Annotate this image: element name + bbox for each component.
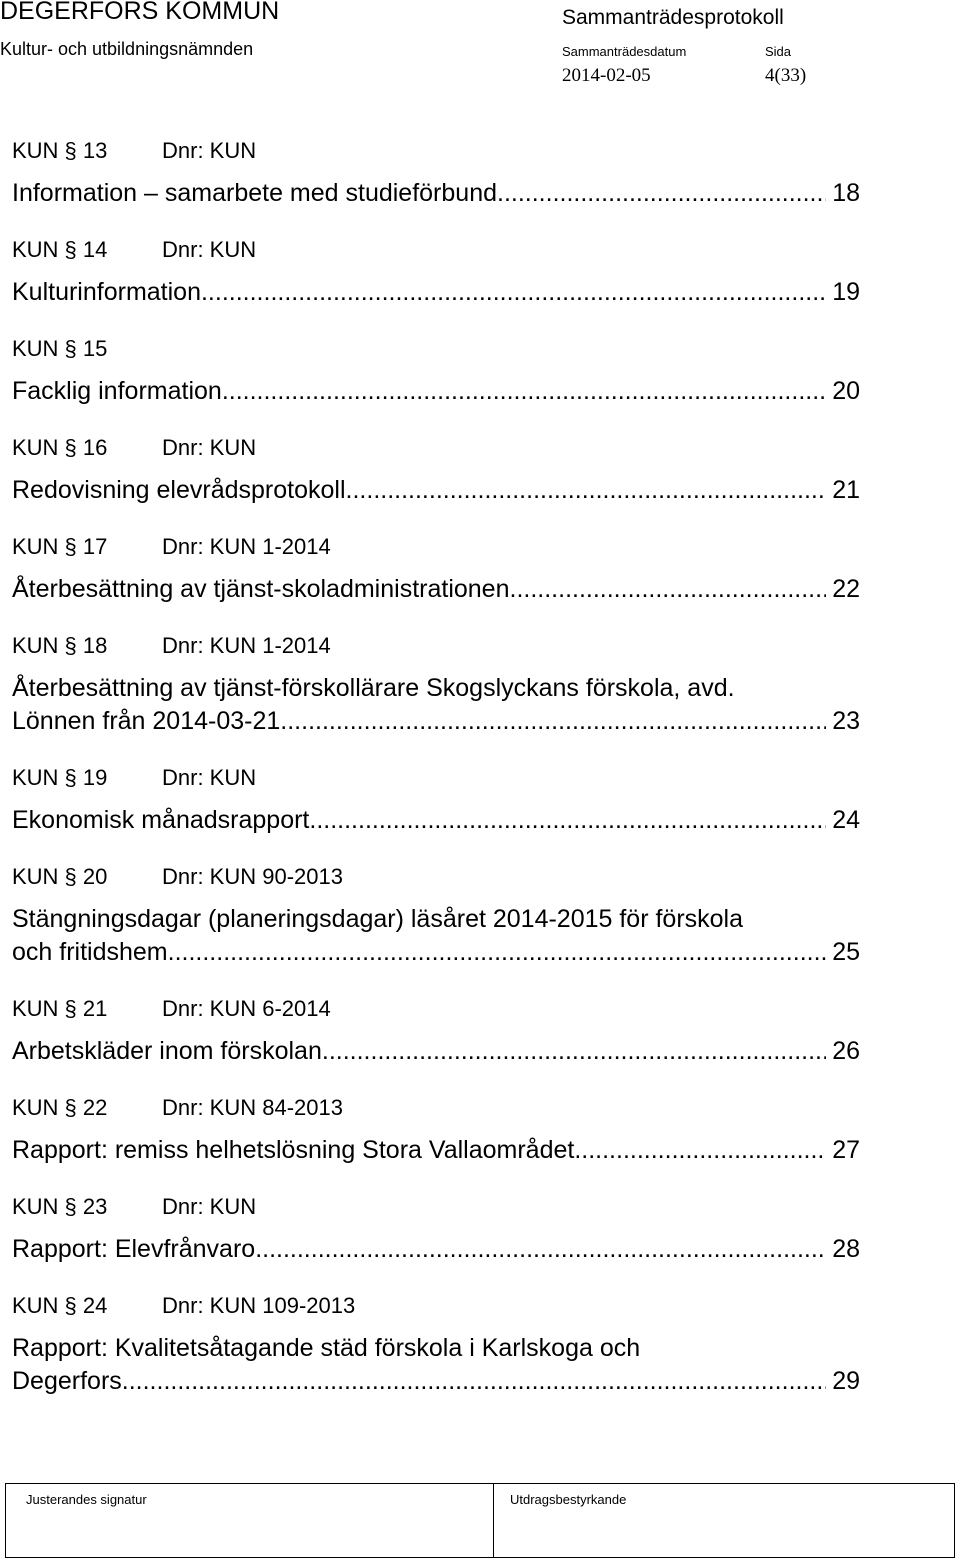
entry-title: Rapport: remiss helhetslösning Stora Vallaområdet bbox=[12, 1136, 575, 1164]
dot-leader bbox=[309, 804, 826, 837]
entry-title: Återbesättning av tjänst-förskollärare Skogslyckans förskola, avd. bbox=[12, 674, 735, 702]
dot-leader bbox=[322, 1035, 826, 1068]
entry-title: Information – samarbete med studieförbund bbox=[12, 179, 497, 207]
entry-title: Återbesättning av tjänst-skoladministrationen bbox=[12, 575, 510, 603]
dnr: Dnr: KUN 1-2014 bbox=[162, 633, 331, 658]
paragraph-number: KUN § 13 bbox=[12, 138, 108, 163]
dnr: Dnr: KUN bbox=[162, 138, 257, 163]
dot-leader bbox=[574, 1134, 826, 1167]
toc-entry[interactable] bbox=[12, 1233, 860, 1266]
paragraph-number: KUN § 24 bbox=[12, 1293, 108, 1318]
document-type: Sammanträdesprotokoll bbox=[562, 6, 784, 29]
entry-page: 25 bbox=[832, 938, 860, 966]
paragraph-number: KUN § 23 bbox=[12, 1194, 108, 1219]
paragraph-number: KUN § 17 bbox=[12, 534, 108, 559]
toc-entry[interactable] bbox=[12, 1332, 860, 1398]
entry-page: 29 bbox=[832, 1367, 860, 1395]
signature-footer bbox=[5, 1483, 955, 1558]
paragraph-number: KUN § 19 bbox=[12, 765, 108, 790]
paragraph-number: KUN § 15 bbox=[12, 336, 108, 361]
entry-page: 24 bbox=[832, 806, 860, 834]
entry-page: 18 bbox=[832, 179, 860, 207]
entry-page: 28 bbox=[832, 1235, 860, 1263]
dot-leader bbox=[122, 1365, 826, 1398]
toc-entry[interactable] bbox=[12, 804, 860, 837]
dnr: Dnr: KUN 109-2013 bbox=[162, 1293, 356, 1318]
dnr: Dnr: KUN 84-2013 bbox=[162, 1095, 343, 1120]
toc-entry-meta bbox=[12, 996, 331, 1022]
entry-title: Stängningsdagar (planeringsdagar) läsåret 2014-2015 för förskola bbox=[12, 905, 744, 933]
entry-title: Ekonomisk månadsrapport bbox=[12, 806, 310, 834]
dnr: Dnr: KUN bbox=[162, 435, 257, 460]
toc-entry[interactable] bbox=[12, 375, 860, 408]
toc-entry-meta bbox=[12, 435, 256, 461]
dot-leader bbox=[510, 573, 827, 606]
toc-entry[interactable] bbox=[12, 474, 860, 507]
dot-leader bbox=[201, 276, 826, 309]
entry-page: 20 bbox=[832, 377, 860, 405]
dnr: Dnr: KUN bbox=[162, 1194, 257, 1219]
meeting-date-label: Sammanträdesdatum bbox=[562, 44, 687, 59]
entry-title: Redovisning elevrådsprotokoll bbox=[12, 476, 346, 504]
dnr: Dnr: KUN bbox=[162, 765, 257, 790]
dot-leader bbox=[280, 705, 826, 738]
toc-entry[interactable] bbox=[12, 672, 860, 738]
entry-title: Rapport: Elevfrånvaro bbox=[12, 1235, 256, 1263]
dot-leader bbox=[222, 375, 826, 408]
page-number: 4(33) bbox=[765, 65, 807, 86]
toc-entry-meta bbox=[12, 1095, 343, 1121]
entry-title: Facklig information bbox=[12, 377, 222, 405]
page-label: Sida bbox=[765, 44, 792, 59]
toc-entry[interactable] bbox=[12, 177, 860, 210]
dnr: Dnr: KUN 1-2014 bbox=[162, 534, 331, 559]
toc-entry-meta bbox=[12, 237, 256, 263]
dot-leader bbox=[255, 1233, 826, 1266]
toc-entry-meta bbox=[12, 138, 256, 164]
entry-title-continued: Degerfors bbox=[12, 1367, 122, 1395]
dot-leader bbox=[168, 936, 827, 969]
paragraph-number: KUN § 21 bbox=[12, 996, 108, 1021]
entry-page: 23 bbox=[832, 707, 860, 735]
entry-title: Kulturinformation bbox=[12, 278, 201, 306]
dnr: Dnr: KUN 6-2014 bbox=[162, 996, 331, 1021]
paragraph-number: KUN § 16 bbox=[12, 435, 108, 460]
entry-page: 19 bbox=[832, 278, 860, 306]
entry-page: 26 bbox=[832, 1037, 860, 1065]
toc-entry[interactable] bbox=[12, 1134, 860, 1167]
toc-entry[interactable] bbox=[12, 903, 860, 969]
paragraph-number: KUN § 20 bbox=[12, 864, 108, 889]
toc-entry-meta bbox=[12, 765, 256, 791]
entry-title-continued: Lönnen från 2014-03-21 bbox=[12, 707, 281, 735]
toc-entry-meta bbox=[12, 1293, 355, 1319]
entry-page: 21 bbox=[832, 476, 860, 504]
toc-entry[interactable] bbox=[12, 573, 860, 606]
certification-label: Utdragsbestyrkande bbox=[510, 1492, 627, 1507]
toc-entry-meta bbox=[12, 534, 331, 560]
paragraph-number: KUN § 22 bbox=[12, 1095, 108, 1120]
entry-page: 27 bbox=[832, 1136, 860, 1164]
dnr: Dnr: KUN bbox=[162, 237, 257, 262]
toc-entry-meta bbox=[12, 1194, 256, 1220]
entry-page: 22 bbox=[832, 575, 860, 603]
signature-label: Justerandes signatur bbox=[26, 1492, 147, 1507]
toc-entry-meta bbox=[12, 336, 162, 362]
toc-entry[interactable] bbox=[12, 1035, 860, 1068]
paragraph-number: KUN § 14 bbox=[12, 237, 108, 262]
entry-title: Arbetskläder inom förskolan bbox=[12, 1037, 322, 1065]
dot-leader bbox=[497, 177, 826, 210]
department-name: Kultur- och utbildningsnämnden bbox=[0, 39, 254, 59]
entry-title-continued: och fritidshem bbox=[12, 938, 168, 966]
dot-leader bbox=[346, 474, 827, 507]
toc-entry-meta bbox=[12, 864, 343, 890]
toc-entry[interactable] bbox=[12, 276, 860, 309]
paragraph-number: KUN § 18 bbox=[12, 633, 108, 658]
meeting-date-value: 2014-02-05 bbox=[562, 65, 651, 86]
toc-entry-meta bbox=[12, 633, 331, 659]
organization-name: DEGERFORS KOMMUN bbox=[0, 0, 280, 25]
dnr: Dnr: KUN 90-2013 bbox=[162, 864, 343, 889]
footer-divider bbox=[493, 1484, 494, 1557]
entry-title: Rapport: Kvalitetsåtagande städ förskola i Karlskoga och bbox=[12, 1334, 641, 1362]
